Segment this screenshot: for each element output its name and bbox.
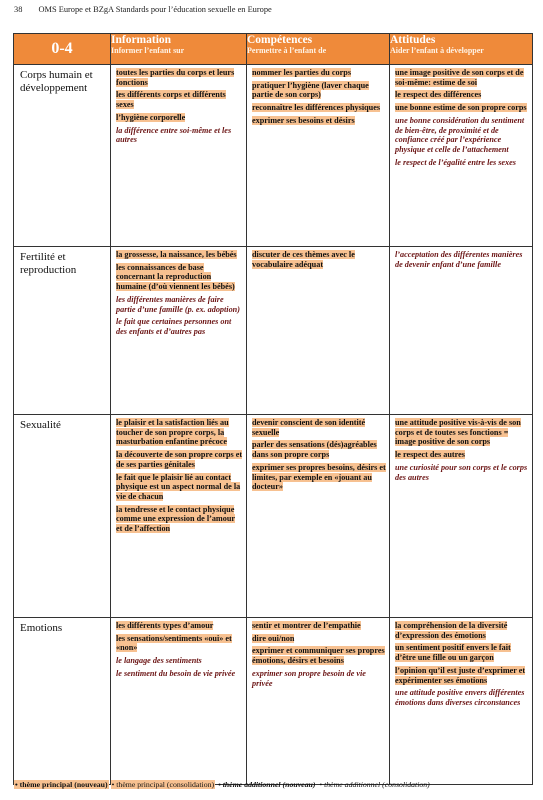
item-text: nommer les parties du corps [252,68,352,77]
legend-additional-consolidation: • thème additionnel (consolidation) [319,780,430,789]
legend-main-consolidation: • thème principal (consolidation) [111,780,215,789]
main-theme-item [252,646,386,665]
item-text: le respect des différences [395,90,482,100]
competences-cell [247,415,390,618]
column-title: Attitudes [390,34,436,46]
item-text: le fait que le plaisir lié au contact physique est un aspect normal de la vie de chacun [116,472,241,501]
information-cell [111,415,247,618]
item-text: une attitude positive envers différentes émotions dans diverses circonstances [395,688,525,707]
main-theme-item [252,418,386,437]
item-text: reconnaître les différences physiques [252,103,381,113]
main-theme-item [252,81,386,100]
page-number: 38 [14,5,23,14]
item-text: exprimer ses propres besoins, désirs et limites, par exemple en «jouant au docteur» [252,462,386,492]
main-theme-item [252,250,386,269]
item-text: la tendresse et le contact physique comme une expression de l’amour et de l’affection [116,504,236,534]
column-subtitle: Permettre à l’enfant de [247,46,327,55]
main-theme-item [395,666,529,685]
column-subtitle: Aider l’enfant à développer [390,46,484,55]
matrix-row [14,247,533,415]
item-text: le sentiment du besoin de vie privée [116,668,236,678]
item-text: les différentes manières de faire partie d’une famille (p. ex. adoption) [116,294,240,314]
item-text: une curiosité pour son corps et le corps des autres [395,462,528,482]
item-text: la différence entre soi-même et les autres [116,125,232,145]
item-text: dire oui/non [252,633,295,643]
additional-theme-item [395,116,529,155]
item-text: la grossesse, la naissance, les bébés [116,250,237,259]
age-group-heading: 0-4 [14,34,111,65]
item-text: discuter de ces thèmes avec le vocabulaire adéquat [252,250,355,269]
column-heading-attitudes [390,34,533,65]
attitudes-cell [390,618,533,785]
main-theme-item [395,450,529,460]
item-text: l’acceptation des différentes manières de devenir enfant d’une famille [395,250,523,269]
row-category: Sexualité [14,415,111,618]
main-theme-item [395,103,529,113]
item-text: les différents types d’amour [116,621,214,630]
item-text: une image positive de son corps et de soi-même: estime de soi [395,68,524,87]
item-text: parler des sensations (dés)agréables dans son propre corps [252,440,377,460]
main-theme-item [395,621,529,640]
competences-cell [247,618,390,785]
item-text: une attitude positive vis-à-vis de son corps et de toutes ses fonctions = image positive de son corps [395,418,521,447]
additional-theme-item [116,656,243,666]
main-theme-item [116,473,243,502]
legend-main-new: • thème principal (nouveau) [15,780,108,789]
matrix-body [14,65,533,785]
main-theme-item [116,113,243,123]
main-theme-item [116,450,243,469]
main-theme-item [252,68,386,78]
item-text: une bonne considération du sentiment de bien-être, de proximité et de confiance créé par l’expérience physique et celle de l’attachement [395,115,525,154]
row-category: Fertilité et reproduction [14,247,111,415]
item-text: sentir et montrer de l’empathie [252,621,361,630]
information-cell [111,618,247,785]
page-header [14,5,272,14]
item-text: le respect de l’égalité entre les sexes [395,157,516,167]
additional-theme-item [395,463,529,482]
item-text: la compréhension de la diversité d’expression des émotions [395,621,508,640]
column-heading-competences [247,34,390,65]
main-theme-item [116,505,243,534]
column-title: Information [111,34,172,46]
column-heading-information [111,34,247,65]
item-text: l’hygiène corporelle [116,112,186,122]
item-text: les connaissances de base concernant la reproduction humaine (d’où viennent les bébés) [116,262,235,292]
additional-theme-item [116,317,243,336]
attitudes-cell [390,65,533,247]
main-theme-item [252,103,386,113]
main-theme-item [116,68,243,87]
main-theme-item [116,90,243,109]
column-title: Compétences [247,34,313,46]
main-theme-item [252,463,386,492]
main-theme-item [116,250,243,260]
item-text: les sensations/sentiments «oui» et «non» [116,633,232,653]
main-theme-item [116,621,243,631]
row-category: Corps humain et développement [14,65,111,247]
additional-theme-item [116,295,243,314]
main-theme-item [395,90,529,100]
main-theme-item [395,68,529,87]
competences-cell [247,247,390,415]
competences-cell [247,65,390,247]
additional-theme-item [252,669,386,688]
item-text: le langage des sentiments [116,656,202,666]
item-text: pratiquer l’hygiène (laver chaque partie de son corps) [252,80,369,100]
main-theme-item [395,643,529,662]
item-text: exprimer son propre besoin de vie privée [252,668,366,688]
matrix-row [14,65,533,247]
row-category: Emotions [14,618,111,785]
additional-theme-item [395,250,529,269]
information-cell [111,65,247,247]
main-theme-item [116,418,243,447]
matrix-row [14,415,533,618]
matrix-row [14,618,533,785]
item-text: le fait que certaines personnes ont des enfants et d’autres pas [116,317,232,336]
item-text: exprimer ses besoins et désirs [252,115,355,125]
item-text: le plaisir et la satisfaction liés au toucher de son propre corps, la masturbation enfantine précoce [116,418,229,447]
item-text: le respect des autres [395,450,465,460]
attitudes-cell [390,415,533,618]
item-text: l’opinion qu’il est juste d’exprimer et expérimenter ses émotions [395,665,526,685]
item-text: les différents corps et différents sexes [116,90,226,110]
main-theme-item [252,634,386,644]
main-theme-item [116,634,243,653]
item-text: devenir conscient de son identité sexuelle [252,418,366,437]
main-theme-item [252,116,386,126]
column-subtitle: Informer l’enfant sur [111,46,185,55]
standards-matrix [13,33,533,785]
main-theme-item [395,418,529,447]
information-cell [111,247,247,415]
attitudes-cell [390,247,533,415]
item-text: exprimer et communiquer ses propres émotions, désirs et besoins [252,646,385,666]
additional-theme-item [395,158,529,168]
legend-additional-new: • thème additionnel (nouveau) [218,780,316,789]
legend [14,780,431,789]
additional-theme-item [395,688,529,707]
additional-theme-item [116,126,243,145]
item-text: une bonne estime de son propre corps [395,103,527,113]
matrix-header-row [14,34,533,65]
item-text: un sentiment positif envers le fait d’être une fille ou un garçon [395,643,511,663]
running-title: OMS Europe et BZgA Standards pour l’éducation sexuelle en Europe [38,5,272,14]
main-theme-item [252,440,386,459]
item-text: toutes les parties du corps et leurs fonctions [116,68,235,87]
additional-theme-item [116,669,243,679]
item-text: la découverte de son propre corps et de ses parties génitales [116,450,243,469]
main-theme-item [116,263,243,292]
main-theme-item [252,621,386,631]
